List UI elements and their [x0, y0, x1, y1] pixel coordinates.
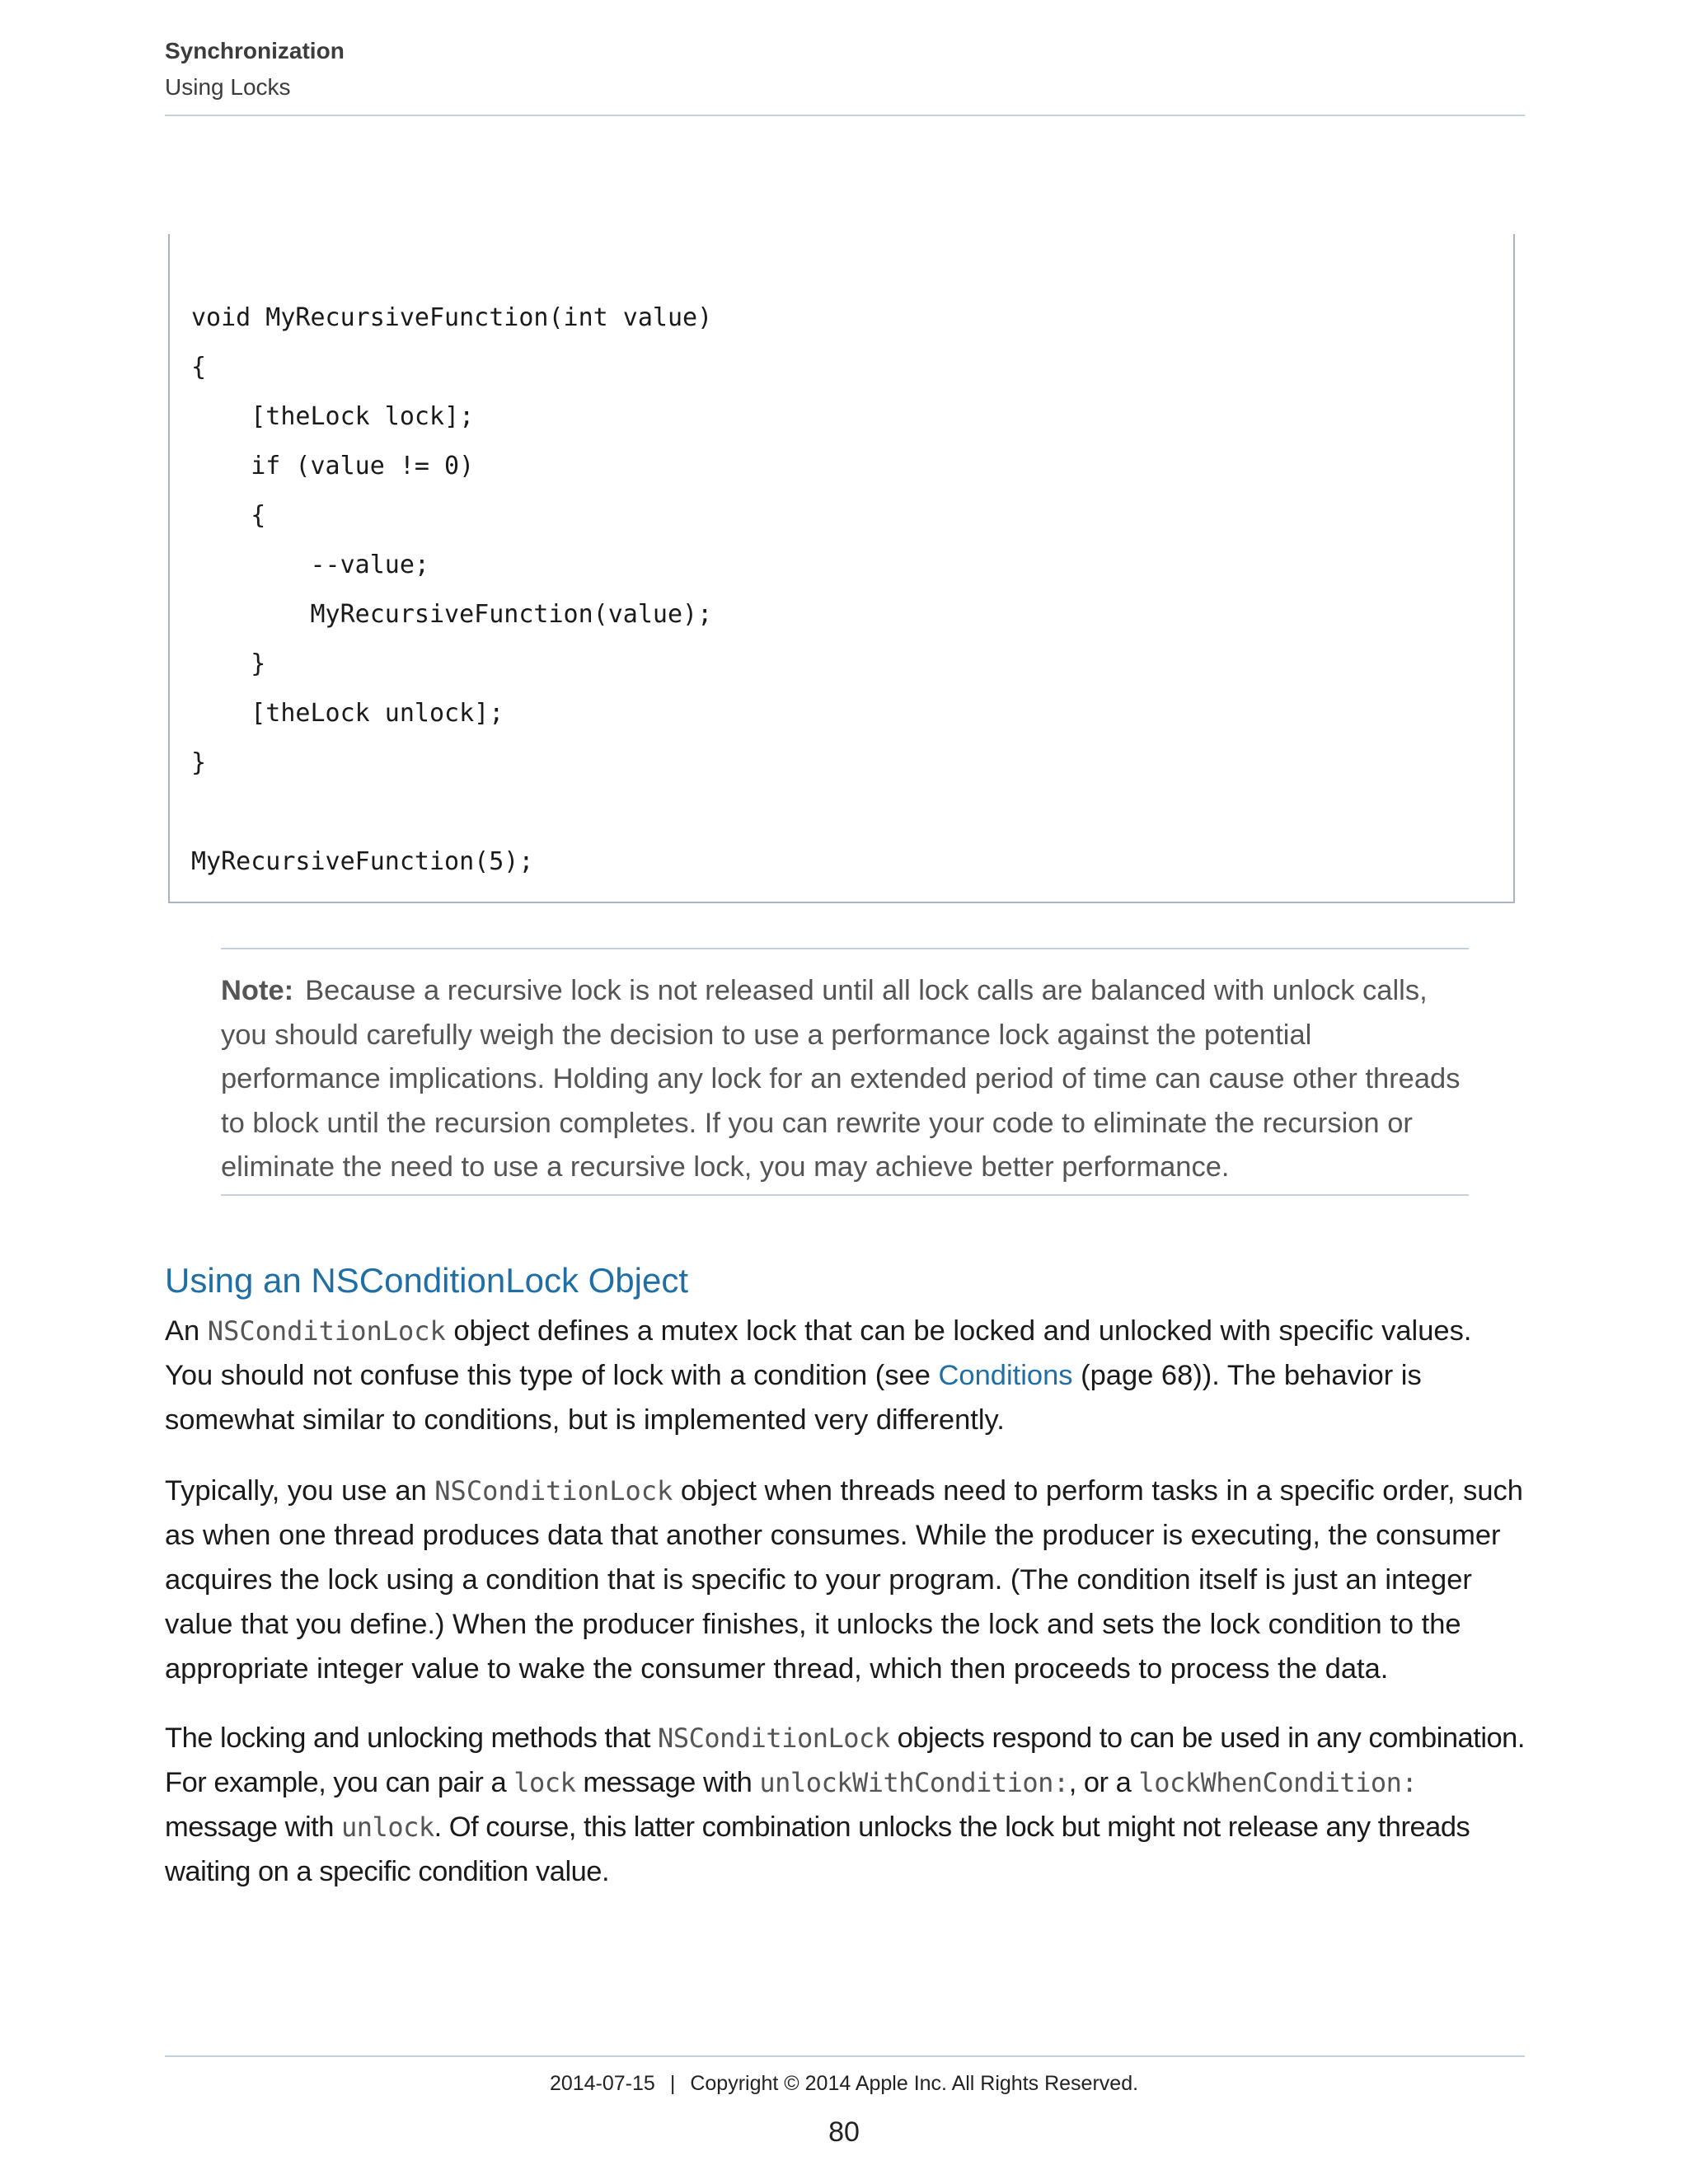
note-box [221, 969, 1469, 1190]
code-line: { [191, 353, 207, 382]
footer-divider [165, 2055, 1525, 2057]
code-listing [168, 234, 1515, 903]
header-chapter-title: Synchronization [165, 38, 345, 63]
text-run: (page 68)). The behavior is somewhat similar to conditions, but is implemented very differently. [165, 1360, 1422, 1436]
inline-code: NSConditionLock [207, 1315, 446, 1347]
paragraph-3 [165, 1716, 1525, 1894]
header-divider [165, 115, 1525, 116]
code-line: if (value != 0) [191, 452, 475, 480]
inline-code: lockWhenCondition: [1138, 1767, 1418, 1798]
code-line: void MyRecursiveFunction(int value) [191, 303, 713, 332]
text-run: Typically, you use an [165, 1475, 435, 1507]
note-top-divider [221, 948, 1469, 949]
inline-code: lock [513, 1767, 576, 1798]
code-line: [theLock lock]; [191, 402, 475, 431]
code-line: MyRecursiveFunction(value); [191, 600, 713, 629]
text-run: object defines a mutex lock that can be locked and unlocked with specific values. You should not confuse this type of lock with a condition (see [165, 1315, 1472, 1391]
footer-info [0, 2072, 1688, 2096]
text-run: message with [575, 1767, 760, 1798]
code-line: --value; [191, 551, 429, 579]
text-run: . Of course, this latter combination unlocks the lock but might not release any threads waiting on a specific condition value. [165, 1811, 1470, 1887]
footer-date: 2014-07-15 [549, 2072, 655, 2095]
inline-code: unlockWithCondition: [759, 1767, 1069, 1798]
text-run: An [165, 1315, 208, 1347]
code-line: { [191, 501, 266, 530]
text-run: objects respond to can be used in any combination. For example, you can pair a [165, 1722, 1525, 1798]
note-body: Because a recursive lock is not released until all lock calls are balanced with unlock calls, you should carefully weigh the decision to use a performance lock against the potential performance implications. Holding any lock for an extended period of time can cause other threads to block until the recursion completes. If you can rewrite your code to eliminate the recursion or eliminate the need to use a recursive lock, you may achieve better performance. [221, 975, 1461, 1183]
text-run: message with [165, 1811, 342, 1843]
footer-copyright: Copyright © 2014 Apple Inc. All Rights Reserved. [690, 2072, 1139, 2095]
section-heading: Using an NSConditionLock Object [165, 1261, 689, 1300]
text-run: object when threads need to perform tasks in a specific order, such as when one thread produces data that another consumes. While the producer is executing, the consumer acquires the lock using a condition that is specific to your program. (The condition itself is just an integer value that you define.) When the producer finishes, it unlocks the lock and sets the lock condition to the appropriate integer value to wake the consumer thread, which then proceeds to process the data. [165, 1475, 1523, 1685]
paragraph-2 [165, 1469, 1525, 1691]
paragraph-1 [165, 1309, 1525, 1442]
note-label: Note: [221, 975, 294, 1006]
conditions-link[interactable]: Conditions [938, 1360, 1073, 1391]
code-line: } [191, 649, 266, 678]
text-run: The locking and unlocking methods that [165, 1722, 659, 1754]
code-line: } [191, 748, 207, 777]
footer-separator: | [669, 2072, 676, 2095]
code-line: MyRecursiveFunction(5); [191, 847, 534, 876]
inline-code: NSConditionLock [658, 1722, 890, 1754]
page-number: 80 [828, 2116, 860, 2148]
code-line: [theLock unlock]; [191, 699, 504, 728]
note-bottom-divider [221, 1194, 1469, 1196]
inline-code: unlock [341, 1811, 434, 1843]
header-section-title: Using Locks [165, 74, 291, 100]
text-run: , or a [1068, 1767, 1139, 1798]
inline-code: NSConditionLock [434, 1475, 673, 1507]
